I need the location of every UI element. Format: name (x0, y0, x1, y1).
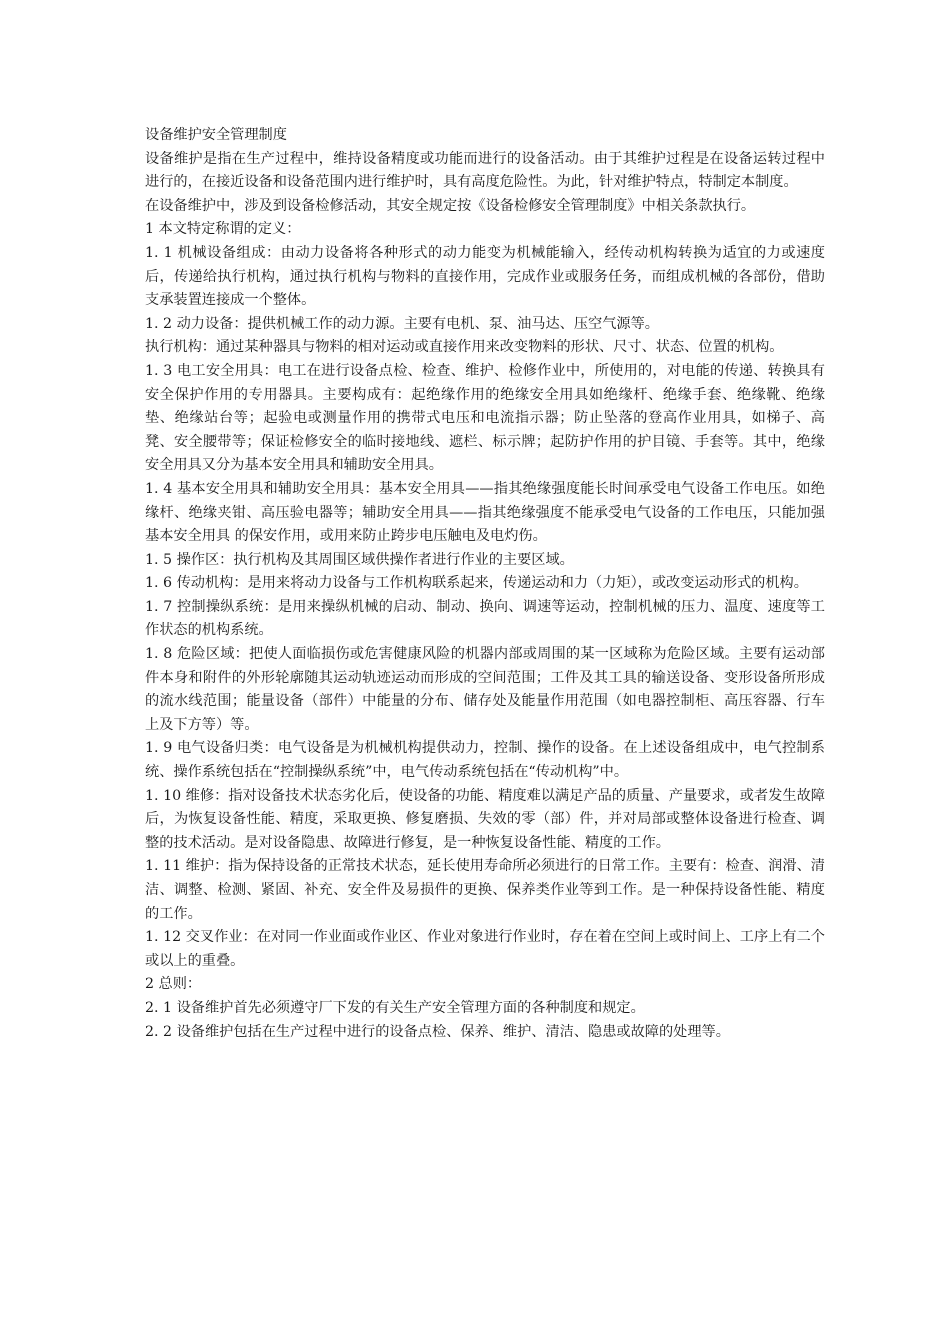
paragraph-1-2: 1. 2 动力设备：提供机械工作的动力源。主要有电机、泵、油马达、压空气源等。 (145, 315, 659, 332)
section-2-heading: 2 总则： (145, 976, 202, 993)
paragraph-scope: 在设备维护中，涉及到设备检修活动，其安全规定按《设备检修安全管理制度》中相关条款执行。 (145, 197, 756, 214)
paragraph-intro: 设备维护是指在生产过程中，维持设备精度或功能而进行的设备活动。由于其维护过程是在设备运转过程中进行的，在接近设备和设备范围内进行维护时，具有高度危险性。为此，针对维护特点，特制定本制度。 (145, 150, 825, 191)
document-title: 设备维护安全管理制度 (145, 127, 287, 143)
paragraph-1-3: 1. 3 电工安全用具：电工在进行设备点检、检查、维护、检修作业中，所使用的，对电能的传递、转换具有安全保护作用的专用器具。主要构成有：起绝缘作用的绝缘安全用具如绝缘杆、绝缘手套、绝缘靴、绝缘垫、绝缘站台等；起验电或测量作用的携带式电压和电流指示器；防止坠落的登高作业用具，如梯子、高凳、安全腰带等；保证检修安全的临时接地线、遮栏、标示牌；起防护作用的护目镜、手套等。其中，绝缘安全用具又分为基本安全用具和辅助安全用具。 (145, 362, 825, 474)
paragraph-2-1: 2. 1 设备维护首先必须遵守厂下发的有关生产安全管理方面的各种制度和规定。 (145, 999, 645, 1016)
paragraph-1-9: 1. 9 电气设备归类：电气设备是为机械机构提供动力，控制、操作的设备。在上述设备组成中，电气控制系统、操作系统包括在“控制操纵系统”中，电气传动系统包括在“传动机构”中。 (145, 740, 825, 781)
document-body (145, 124, 825, 1044)
paragraph-1-5: 1. 5 操作区：执行机构及其周围区域供操作者进行作业的主要区域。 (145, 551, 574, 568)
paragraph-1-11: 1. 11 维护：指为保持设备的正常技术状态，延长使用寿命所必须进行的日常工作。主要有：检查、润滑、清洁、调整、检测、紧固、补充、安全件及易损件的更换、保养类作业等到工作。是一种保持设备性能、精度的工作。 (145, 858, 825, 922)
paragraph-1-10: 1. 10 维修：指对设备技术状态劣化后，使设备的功能、精度难以满足产品的质量、产量要求，或者发生故障后，为恢复设备性能、精度，采取更换、修复磨损、失效的零（部）件，并对局部或整体设备进行检查、调整的技术活动。是对设备隐患、故障进行修复，是一种恢复设备性能、精度的工作。 (145, 787, 825, 851)
paragraph-2-2: 2. 2 设备维护包括在生产过程中进行的设备点检、保养、维护、清洁、隐患或故障的处理等。 (145, 1023, 730, 1040)
paragraph-1-7: 1. 7 控制操纵系统：是用来操纵机械的启动、制动、换向、调速等运动，控制机械的压力、温度、速度等工作状态的机构系统。 (145, 598, 825, 639)
section-1-heading: 1 本文特定称谓的定义： (145, 221, 301, 238)
paragraph-1-4: 1. 4 基本安全用具和辅助安全用具：基本安全用具——指其绝缘强度能长时间承受电气设备工作电压。如绝缘杆、绝缘夹钳、高压验电器等；辅助安全用具——指其绝缘强度不能承受电气设备的工作电压，只能加强基本安全用具 的保安作用，或用来防止跨步电压触电及电灼伤。 (145, 480, 825, 545)
paragraph-1-8: 1. 8 危险区域：把使人面临损伤或危害健康风险的机器内部或周围的某一区域称为危险区域。主要有运动部件本身和附件的外形轮廓随其运动轨迹运动而形成的空间范围；工件及其工具的输送设备、变形设备所形成的流水线范围；能量设备（部件）中能量的分布、储存处及能量作用范围（如电器控制柜、高压容器、行车上及下方等）等。 (145, 646, 825, 733)
paragraph-1-12: 1. 12 交叉作业：在对同一作业面或作业区、作业对象进行作业时，存在着在空间上或时间上、工序上有二个或以上的重叠。 (145, 929, 825, 969)
paragraph-executing-mechanism: 执行机构：通过某种器具与物料的相对运动或直接作用来改变物料的形状、尺寸、状态、位置的机构。 (145, 339, 784, 356)
paragraph-1-6: 1. 6 传动机构：是用来将动力设备与工作机构联系起来，传递运动和力（力矩），或改变运动形式的机构。 (145, 575, 808, 592)
paragraph-1-1: 1. 1 机械设备组成：由动力设备将各种形式的动力能变为机械能输入，经传动机构转换为适宜的力或速度后，传递给执行机构，通过执行机构与物料的直接作用，完成作业或服务任务，而组成机械的各部份，借助支承装置连接成一个整体。 (145, 244, 825, 309)
